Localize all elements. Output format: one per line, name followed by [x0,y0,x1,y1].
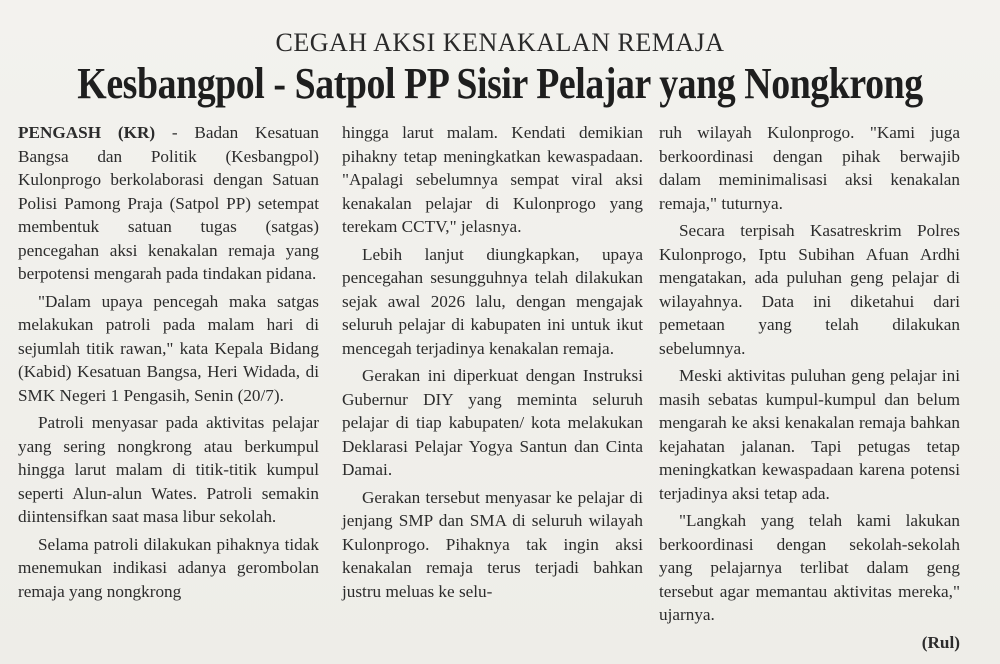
text-column-2 [342,121,643,607]
paragraph-12: "Langkah yang telah kami lakukan berkoordinasi dengan sekolah-sekolah yang pelajarnya terlibat dalam geng tersebut agar memantau aktivitas mereka," ujarnya. [659,511,960,624]
article-headline: Kesbangpol - Satpol PP Sisir Pelajar yang Nongkrong [77,59,923,108]
dateline: PENGASH (KR) [18,123,156,142]
paragraph-11: Meski aktivitas puluhan geng pelajar ini masih sebatas kumpul-kumpul dan belum mengarah ke aksi kenakalan remaja bahkan kejahatan jalanan. Tapi petugas tetap meningkatkan kewaspadaan karena potensi terjadinya aksi tetap ada. [659,366,960,503]
paragraph-4: Selama patroli dilakukan pihaknya tidak menemukan indikasi adanya gerombolan remaja yang nongkrong [18,534,319,601]
paragraph-10: Secara terpisah Kasatreskrim Polres Kulonprogo, Iptu Subihan Afuan Ardhi mengatakan, ada puluhan geng pelajar di wilayahnya. Data ini diketahui dari pemetaan yang telah dilakukan sebelumnya. [659,221,960,358]
article-kicker: CEGAH AKSI KENAKALAN REMAJA [275,28,725,57]
paragraph-5: hingga larut malam. Kendati demikian pihakny tetap meningkatkan kewaspadaan. "Apalagi sebelumnya sempat viral aksi kenakalan pelajar di Kulonprogo yang terekam CCTV," jelasnya. [342,123,643,236]
paragraph-1 [18,121,319,286]
text-column-3 [659,121,960,654]
paragraph-7: Gerakan ini diperkuat dengan Instruksi Gubernur DIY yang meminta seluruh pelajar di tiap kabupaten/ kota melakukan Deklarasi Pelajar Yogya Santun dan Cinta Damai. [342,366,643,479]
paragraph-9: ruh wilayah Kulonprogo. "Kami juga berkoordinasi dengan pihak berwajib dalam meminimalisasi aksi kenakalan remaja," tuturnya. [659,123,960,213]
author-signature: (Rul) [921,632,960,652]
text-column-1 [18,121,319,607]
paragraph-1-text: - Badan Kesatuan Bangsa dan Politik (Kesbangpol) Kulonprogo berkolaborasi dengan Satuan Polisi Pamong Praja (Satpol PP) setempat membentuk satuan tugas (satgas) pencegahan aksi kenakalan remaja yang berpotensi mengarah pada tindakan pidana. [18,123,319,283]
paragraph-2: "Dalam upaya pencegah maka satgas melakukan patroli pada malam hari di sejumlah titik rawan," kata Kepala Bidang (Kabid) Kesatuan Bangsa, Heri Widada, di SMK Negeri 1 Pengasih, Senin (20/7). [18,291,319,405]
paragraph-6: Lebih lanjut diungkapkan, upaya pencegahan sesungguhnya telah dilakukan sejak awal 2026 lalu, dengan mengajak seluruh pelajar di kabupaten ini untuk ikut mencegah terjadinya kenakalan remaja. [342,244,643,358]
paragraph-8: Gerakan tersebut menyasar ke pelajar di jenjang SMP dan SMA di seluruh wilayah Kulonprogo. Pihaknya tak ingin aksi kenakalan remaja terus terjadi bahkan justru meluas ke selu- [342,487,643,601]
paragraph-3: Patroli menyasar pada aktivitas pelajar yang sering nongkrong atau berkumpul hingga larut malam di titik-titik kumpul seperti Alun-alun Wates. Patroli semakin diintensifkan saat masa libur sekolah. [18,413,319,526]
